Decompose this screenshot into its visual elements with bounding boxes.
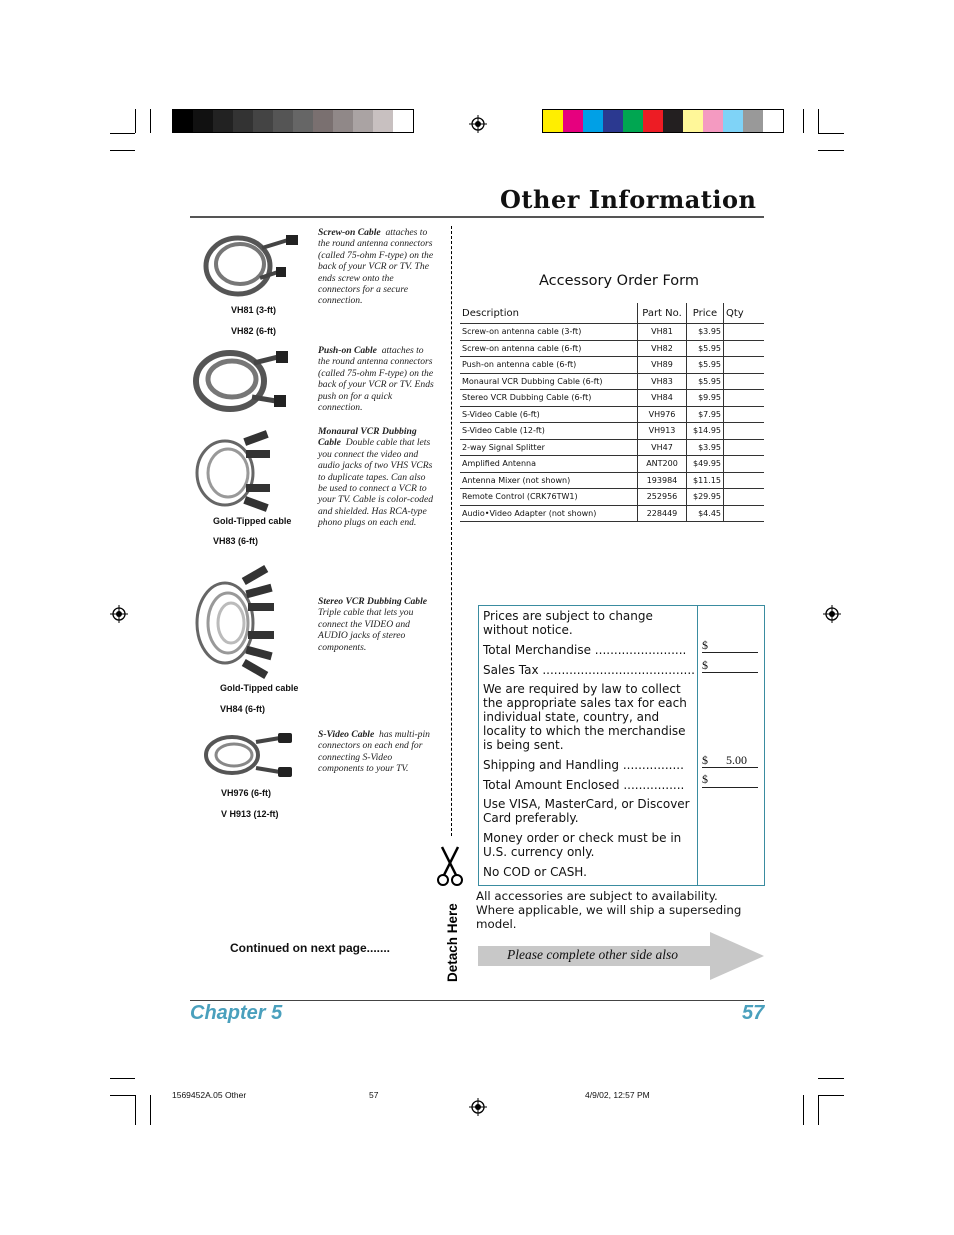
- color-swatch: [253, 110, 273, 132]
- table-cell: Screw-on antenna cable (6-ft): [460, 340, 638, 357]
- color-swatch: [333, 110, 353, 132]
- color-swatch: [683, 110, 703, 132]
- table-row: [460, 340, 764, 357]
- totals-box-divider: [697, 606, 698, 885]
- visa-note: Use VISA, MasterCard, or Discover Card preferably.: [483, 797, 690, 825]
- qty-input-cell[interactable]: [724, 357, 765, 374]
- product-description: Screw-on Cable attaches to the round antenna connectors (called 75-ohm F-type) on the back of your VCR or TV. The ends screw onto the connectors for a secure connection.: [318, 227, 434, 307]
- table-cell: VH82: [638, 340, 687, 357]
- color-swatch: [603, 110, 623, 132]
- table-cell: $11.15: [687, 472, 724, 489]
- color-swatch: [373, 110, 393, 132]
- table-cell: 252956: [638, 489, 687, 506]
- sales-tax-label: Sales Tax ........................................: [483, 663, 695, 677]
- page-title: Other Information: [500, 185, 757, 214]
- order-table: [460, 303, 764, 522]
- table-cell: $3.95: [687, 439, 724, 456]
- column-header: Qty: [724, 303, 765, 324]
- table-row: [460, 439, 764, 456]
- color-swatch: [743, 110, 763, 132]
- color-calibration-bar: [542, 109, 784, 133]
- tax-amount-line: [702, 672, 758, 673]
- color-swatch: [393, 110, 413, 132]
- table-cell: VH89: [638, 357, 687, 374]
- crop-mark: [110, 133, 135, 134]
- table-row: [460, 456, 764, 473]
- shipping-label: Shipping and Handling ................: [483, 758, 684, 772]
- merch-amount-line: [702, 652, 758, 653]
- crop-mark: [818, 109, 819, 133]
- column-header: Price: [687, 303, 724, 324]
- crop-mark: [150, 109, 151, 133]
- crop-mark: [110, 1078, 135, 1079]
- color-swatch: [213, 110, 233, 132]
- color-swatch: [703, 110, 723, 132]
- shipping-dollar-sign: $: [702, 753, 708, 767]
- qty-input-cell[interactable]: [724, 456, 765, 473]
- column-header: Part No.: [638, 303, 687, 324]
- push-on-cable-icon: [190, 345, 300, 417]
- merch-dollar-field[interactable]: $: [702, 638, 708, 652]
- product-label: Gold-Tipped cable: [220, 683, 299, 693]
- table-cell: S-Video Cable (6-ft): [460, 406, 638, 423]
- svg-text:Detach Here: Detach Here: [445, 903, 460, 982]
- color-swatch: [723, 110, 743, 132]
- title-rule: [190, 216, 764, 218]
- table-cell: Audio•Video Adapter (not shown): [460, 505, 638, 522]
- table-cell: VH81: [638, 324, 687, 341]
- qty-input-cell[interactable]: [724, 324, 765, 341]
- color-swatch: [193, 110, 213, 132]
- table-cell: Stereo VCR Dubbing Cable (6-ft): [460, 390, 638, 407]
- print-timestamp: 4/9/02, 12:57 PM: [585, 1090, 650, 1100]
- table-cell: 193984: [638, 472, 687, 489]
- tax-dollar-field[interactable]: $: [702, 658, 708, 672]
- product-description: Monaural VCR Dubbing Cable Double cable that lets you connect the video and audio jacks of two VHS VCRs to duplicate tapes. Can also be used to connect a VCR to your TV. Cable is color-coded and shielded. Has RCA-type phono plugs on each end.: [318, 426, 434, 529]
- registration-mark-icon: [110, 605, 128, 623]
- table-cell: VH47: [638, 439, 687, 456]
- total-amount-line: [702, 787, 758, 788]
- please-complete-other-side: Please complete other side also: [507, 947, 678, 962]
- registration-mark-icon: [469, 1098, 487, 1116]
- color-swatch: [353, 110, 373, 132]
- table-cell: VH84: [638, 390, 687, 407]
- table-cell: $14.95: [687, 423, 724, 440]
- column-header: Description: [460, 303, 638, 324]
- registration-mark-icon: [823, 605, 841, 623]
- chapter-label: Chapter 5: [190, 1002, 283, 1024]
- product-description: Stereo VCR Dubbing Cable Triple cable that lets you connect the VIDEO and AUDIO jacks of stereo components.: [318, 596, 428, 653]
- color-swatch: [293, 110, 313, 132]
- table-cell: Antenna Mixer (not shown): [460, 472, 638, 489]
- file-page-number: 57: [369, 1090, 379, 1100]
- s-video-cable-icon: [200, 730, 300, 780]
- table-row: [460, 406, 764, 423]
- crop-mark: [818, 150, 844, 151]
- availability-note: All accessories are subject to availability. Where applicable, we will ship a superseding model.: [476, 889, 742, 931]
- product-label: VH84 (6-ft): [220, 704, 266, 714]
- table-row: [460, 324, 764, 341]
- table-cell: $29.95: [687, 489, 724, 506]
- crop-mark: [818, 1095, 844, 1096]
- color-swatch: [173, 110, 193, 132]
- continued-note: Continued on next page.......: [230, 941, 391, 955]
- crop-mark: [110, 150, 135, 151]
- table-cell: S-Video Cable (12-ft): [460, 423, 638, 440]
- color-swatch: [313, 110, 333, 132]
- table-row: [460, 390, 764, 407]
- table-cell: $9.95: [687, 390, 724, 407]
- crop-mark: [818, 1095, 819, 1125]
- product-label: VH976 (6-ft): [221, 788, 272, 798]
- cod-note: No COD or CASH.: [483, 865, 587, 879]
- crop-mark: [110, 1095, 135, 1096]
- table-cell: Monaural VCR Dubbing Cable (6-ft): [460, 373, 638, 390]
- table-row: [460, 505, 764, 522]
- table-cell: $49.95: [687, 456, 724, 473]
- product-label: V H913 (12-ft): [221, 809, 279, 819]
- order-form-title: Accessory Order Form: [539, 273, 700, 289]
- screw-on-cable-icon: [200, 228, 305, 300]
- total-dollar-field[interactable]: $: [702, 772, 708, 786]
- qty-input-cell[interactable]: [724, 423, 765, 440]
- qty-input-cell[interactable]: [724, 406, 765, 423]
- qty-input-cell[interactable]: [724, 472, 765, 489]
- table-cell: $4.45: [687, 505, 724, 522]
- product-description: Push-on Cable attaches to the round antenna connectors (called 75-ohm F-type) on the back of your VCR or TV. Ends push on for a quick connection.: [318, 345, 434, 414]
- table-cell: $7.95: [687, 406, 724, 423]
- table-cell: $5.95: [687, 357, 724, 374]
- color-swatch: [543, 110, 563, 132]
- table-cell: VH83: [638, 373, 687, 390]
- table-cell: ANT200: [638, 456, 687, 473]
- color-swatch: [233, 110, 253, 132]
- qty-input-cell[interactable]: [724, 505, 765, 522]
- table-row: [460, 423, 764, 440]
- product-label: Gold-Tipped cable: [213, 516, 292, 526]
- product-label: VH83 (6-ft): [213, 536, 259, 546]
- crop-mark: [803, 1095, 804, 1125]
- qty-input-cell[interactable]: [724, 489, 765, 506]
- registration-mark-icon: [469, 115, 487, 133]
- qty-input-cell[interactable]: [724, 390, 765, 407]
- crop-mark: [135, 109, 136, 133]
- footer-rule: [190, 1000, 764, 1001]
- product-label: VH81 (3-ft): [231, 305, 277, 315]
- law-note: We are required by law to collect the appropriate sales tax for each individual state, country, and locality to which the merchandise is being sent.: [483, 682, 687, 752]
- file-name: 1569452A.05 Other: [172, 1090, 247, 1100]
- prices-note: Prices are subject to change without notice.: [483, 609, 653, 637]
- qty-input-cell[interactable]: [724, 439, 765, 456]
- color-swatch: [273, 110, 293, 132]
- table-row: [460, 373, 764, 390]
- shipping-amount-line: [702, 767, 758, 768]
- crop-mark: [150, 1095, 151, 1125]
- product-label: VH82 (6-ft): [231, 326, 277, 336]
- monaural-dubbing-cable-icon: [190, 428, 275, 513]
- color-swatch: [563, 110, 583, 132]
- table-cell: 228449: [638, 505, 687, 522]
- color-swatch: [583, 110, 603, 132]
- table-cell: $3.95: [687, 324, 724, 341]
- table-cell: Push-on antenna cable (6-ft): [460, 357, 638, 374]
- table-cell: VH913: [638, 423, 687, 440]
- cut-line: [451, 226, 452, 836]
- table-row: [460, 357, 764, 374]
- shipping-amount: 5.00: [726, 753, 747, 767]
- color-swatch: [623, 110, 643, 132]
- crop-mark: [818, 133, 844, 134]
- table-row: [460, 489, 764, 506]
- qty-input-cell[interactable]: [724, 373, 765, 390]
- table-cell: VH976: [638, 406, 687, 423]
- crop-mark: [818, 1078, 844, 1079]
- table-cell: $5.95: [687, 373, 724, 390]
- table-cell: Remote Control (CRK76TW1): [460, 489, 638, 506]
- table-cell: Amplified Antenna: [460, 456, 638, 473]
- crop-mark: [803, 109, 804, 133]
- table-header-row: [460, 303, 764, 324]
- color-swatch: [663, 110, 683, 132]
- money-order-note: Money order or check must be in U.S. currency only.: [483, 831, 682, 859]
- crop-mark: [135, 1095, 136, 1125]
- gray-calibration-bar: [172, 109, 414, 133]
- detach-here-label: [437, 900, 467, 985]
- scissors-icon: [436, 845, 464, 887]
- table-cell: $5.95: [687, 340, 724, 357]
- table-cell: 2-way Signal Splitter: [460, 439, 638, 456]
- qty-input-cell[interactable]: [724, 340, 765, 357]
- product-description: S-Video Cable has multi-pin connectors on each end for connecting S-Video components to your TV.: [318, 729, 430, 775]
- total-enclosed-label: Total Amount Enclosed ................: [483, 778, 685, 792]
- color-swatch: [643, 110, 663, 132]
- table-cell: Screw-on antenna cable (3-ft): [460, 324, 638, 341]
- page-number: 57: [742, 1002, 765, 1024]
- table-row: [460, 472, 764, 489]
- total-merchandise-label: Total Merchandise ........................: [483, 643, 687, 657]
- stereo-dubbing-cable-icon: [190, 565, 280, 680]
